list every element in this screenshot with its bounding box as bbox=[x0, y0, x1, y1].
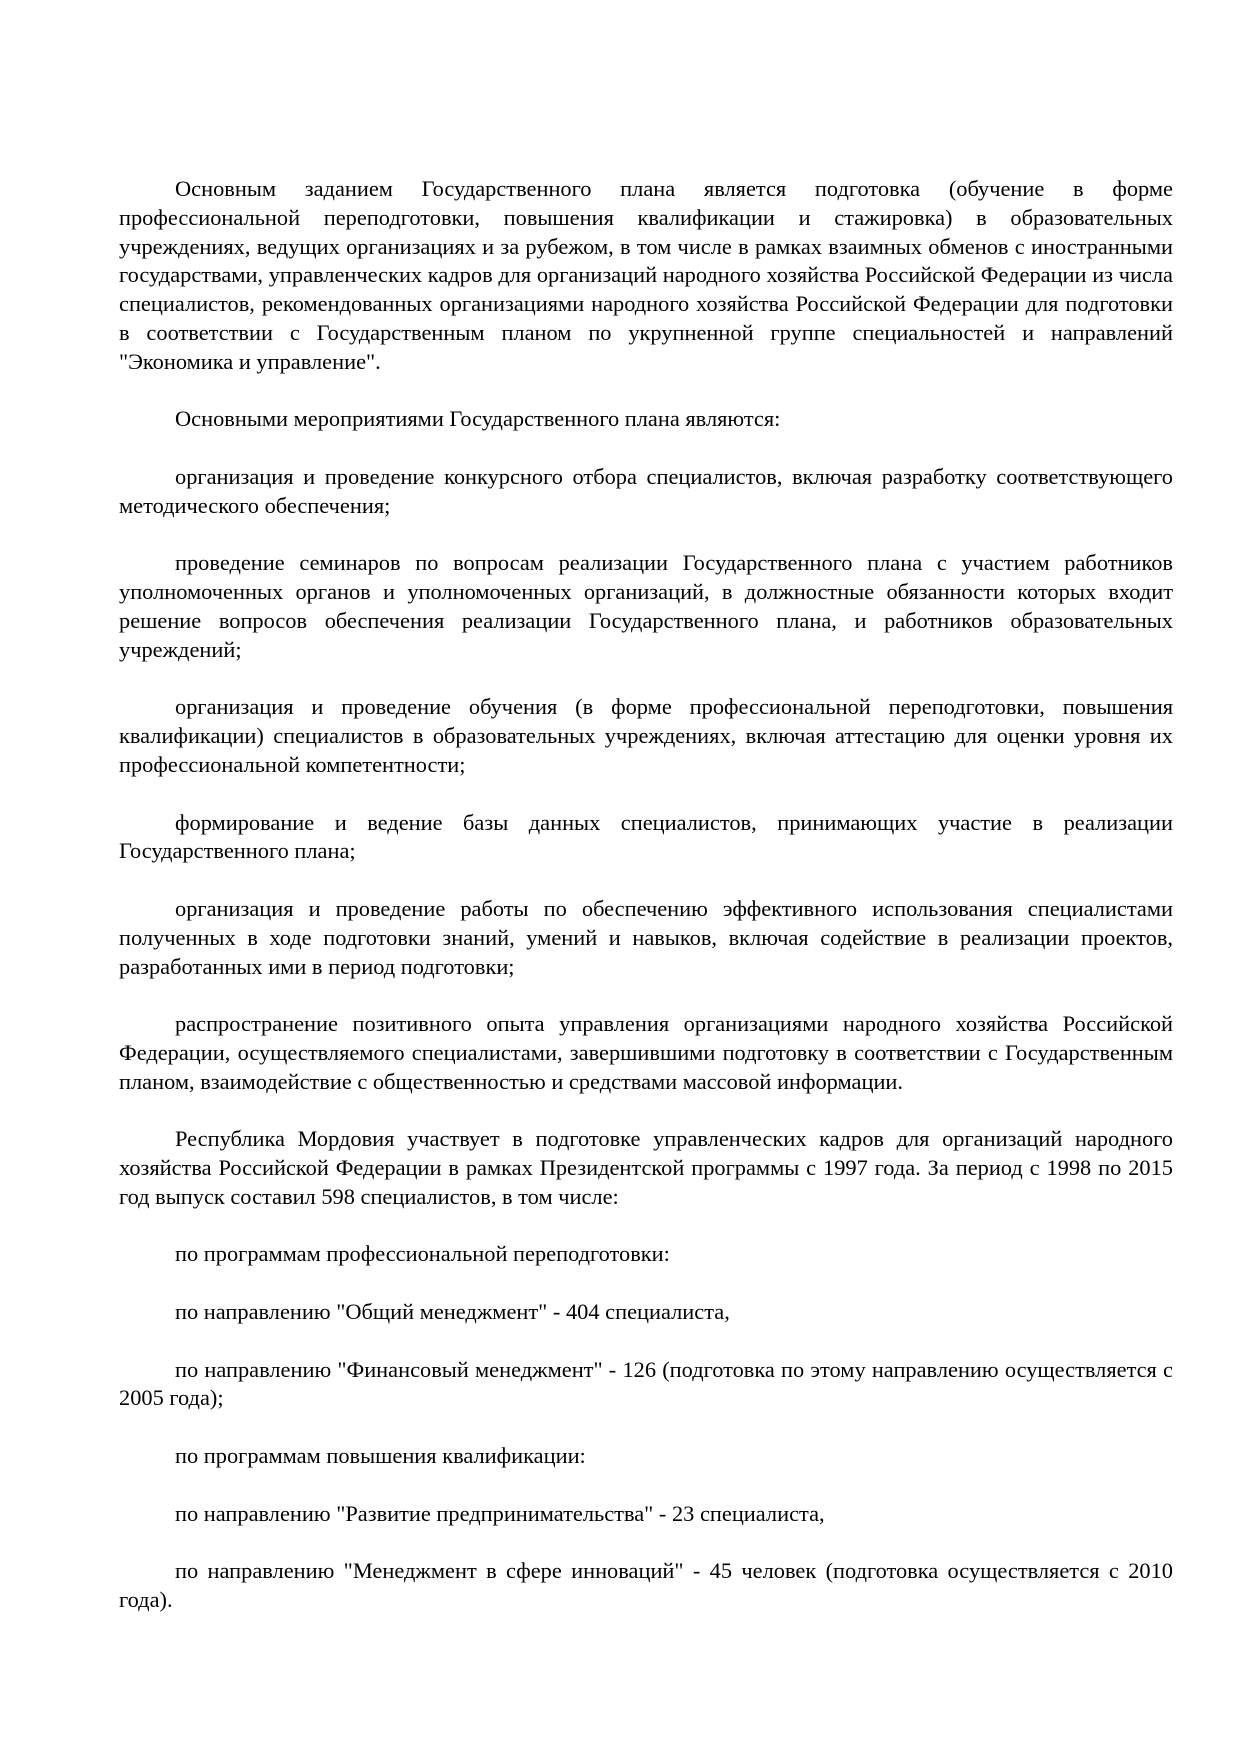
paragraph-financial-management: по направлению "Финансовый менеджмент" - 126 (подготовка по этому направлению осуществляется с 2005 года); bbox=[119, 1356, 1173, 1411]
paragraph-entrepreneurship: по направлению "Развитие предпринимательства" - 23 специалиста, bbox=[175, 1500, 825, 1526]
paragraph-general-management: по направлению "Общий менеджмент" - 404 специалиста, bbox=[175, 1299, 730, 1325]
document-body bbox=[119, 175, 1173, 1644]
paragraph-main-activities: Основными мероприятиями Государственного плана являются: bbox=[175, 406, 781, 432]
paragraph-knowledge-use: организация и проведение работы по обеспечению эффективного использования специалистами полученных в ходе подготовки знаний, умений и навыков, включая содействие в реализации проектов, разработанных ими в период подготовки; bbox=[119, 895, 1173, 979]
paragraph-innovation-management: по направлению "Менеджмент в сфере инноваций" - 45 человек (подготовка осуществляется с 2010 года). bbox=[119, 1558, 1173, 1613]
paragraph-main-task: Основным заданием Государственного плана является подготовка (обучение в форме профессиональной переподготовки, повышения квалификации и стажировка) в образовательных учреждениях, ведущих организациях и за рубежом, в том числе в рамках взаимных обменов с иностранными государствами, управленческих кадров для организаций народного хозяйства Российской Федерации из числа специалистов, рекомендованных организациями народного хозяйства Российской Федерации для подготовки в соответствии с Государственным планом по укрупненной группе специальностей и направлений "Экономика и управление". bbox=[119, 176, 1173, 374]
paragraph-retraining-programs: по программам профессиональной переподготовки: bbox=[175, 1241, 670, 1267]
paragraph-database: формирование и ведение базы данных специалистов, принимающих участие в реализации Государственного плана; bbox=[119, 809, 1173, 864]
paragraph-qualification-programs: по программам повышения квалификации: bbox=[175, 1443, 586, 1469]
paragraph-training: организация и проведение обучения (в форме профессиональной переподготовки, повышения квалификации) специалистов в образовательных учреждениях, включая аттестацию для оценки уровня их профессиональной компетентности; bbox=[119, 694, 1173, 777]
paragraph-seminars: проведение семинаров по вопросам реализации Государственного плана с участием работников уполномоченных органов и уполномоченных организаций, в должностные обязанности которых входит решение вопросов обеспечения реализации Государственного плана, и работников образовательных учреждений; bbox=[119, 550, 1173, 662]
paragraph-experience-sharing: распространение позитивного опыта управления организациями народного хозяйства Российской Федерации, осуществляемого специалистами, завершившими подготовку в соответствии с Государственным планом, взаимодействие с общественностью и средствами массовой информации. bbox=[119, 1011, 1173, 1094]
paragraph-competitive-selection: организация и проведение конкурсного отбора специалистов, включая разработку соответствующего методического обеспечения; bbox=[119, 463, 1173, 518]
paragraph-mordovia-participation: Республика Мордовия участвует в подготовке управленческих кадров для организаций народного хозяйства Российской Федерации в рамках Президентской программы с 1997 года. За период с 1998 по 2015 год выпуск составил 598 специалистов, в том числе: bbox=[119, 1126, 1173, 1209]
